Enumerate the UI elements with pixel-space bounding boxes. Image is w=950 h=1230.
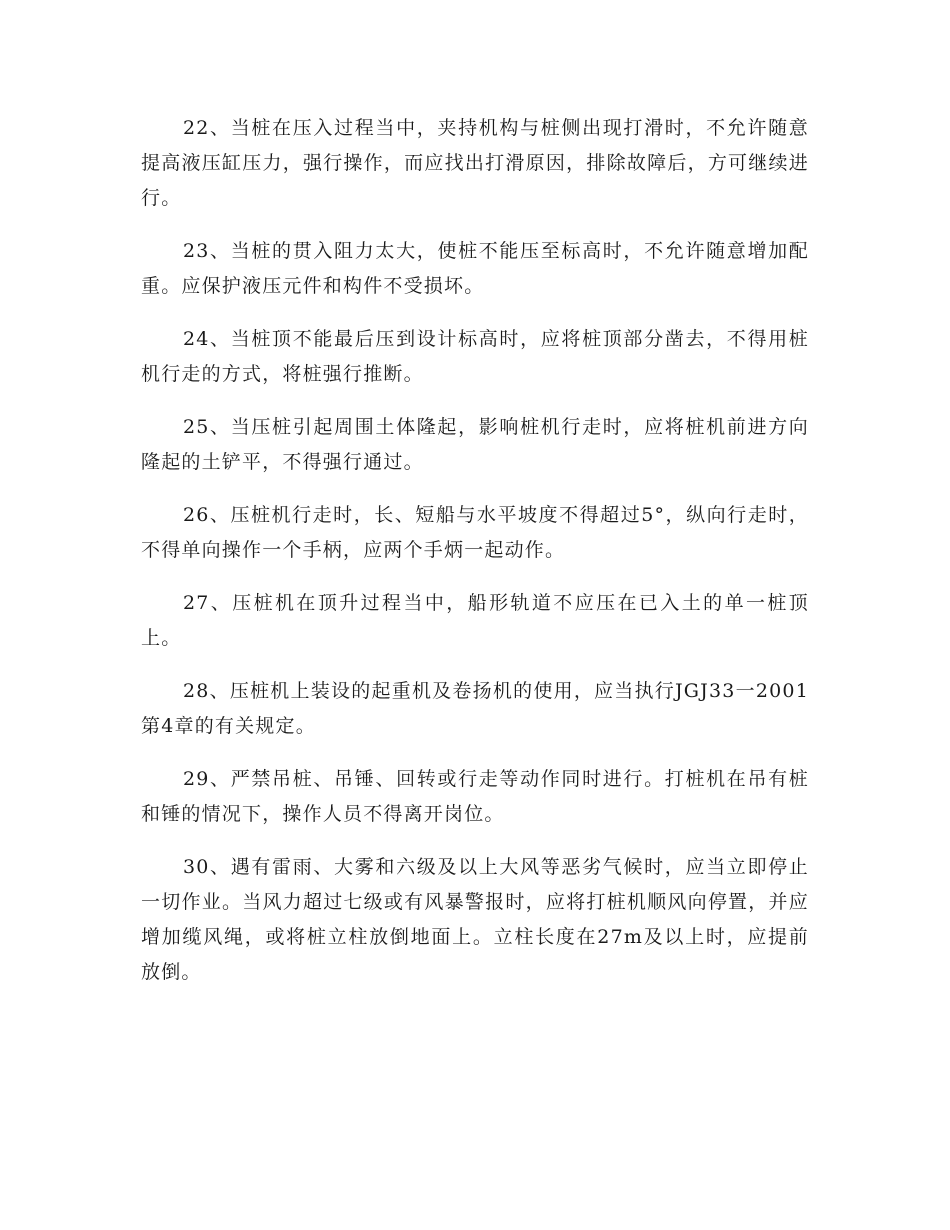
paragraph-26: 26、压桩机行走时，长、短船与水平坡度不得超过5°，纵向行走时，不得单向操作一个手柄，应两个手炳一起动作。 [141, 504, 809, 561]
paragraph-24: 24、当桩顶不能最后压到设计标高时，应将桩顶部分凿去，不得用桩机行走的方式，将桩强行推断。 [141, 328, 809, 385]
paragraph-22: 22、当桩在压入过程当中，夹持机构与桩侧出现打滑时，不允许随意提高液压缸压力，强行操作，而应找出打滑原因，排除故障后，方可继续进行。 [141, 117, 809, 209]
paragraph-27: 27、压桩机在顶升过程当中，船形轨道不应压在已入土的单一桩顶上。 [141, 592, 809, 649]
paragraph-29: 29、严禁吊桩、吊锤、回转或行走等动作同时进行。打桩机在吊有桩和锤的情况下，操作人员不得离开岗位。 [141, 768, 809, 825]
paragraph-23: 23、当桩的贯入阻力太大，使桩不能压至标高时，不允许随意增加配重。应保护液压元件和构件不受损坏。 [141, 240, 809, 297]
paragraph-30: 30、遇有雷雨、大雾和六级及以上大风等恶劣气候时，应当立即停止一切作业。当风力超过七级或有风暴警报时，应将打桩机顺风向停置，并应增加缆风绳，或将桩立柱放倒地面上。立柱长度在27m及以上时，应提前放倒。 [141, 856, 809, 983]
paragraph-25: 25、当压桩引起周围土体隆起，影响桩机行走时，应将桩机前进方向隆起的土铲平，不得强行通过。 [141, 416, 809, 473]
document-body [141, 111, 809, 1008]
paragraph-28: 28、压桩机上装设的起重机及卷扬机的使用，应当执行JGJ33一2001第4章的有关规定。 [141, 680, 809, 737]
